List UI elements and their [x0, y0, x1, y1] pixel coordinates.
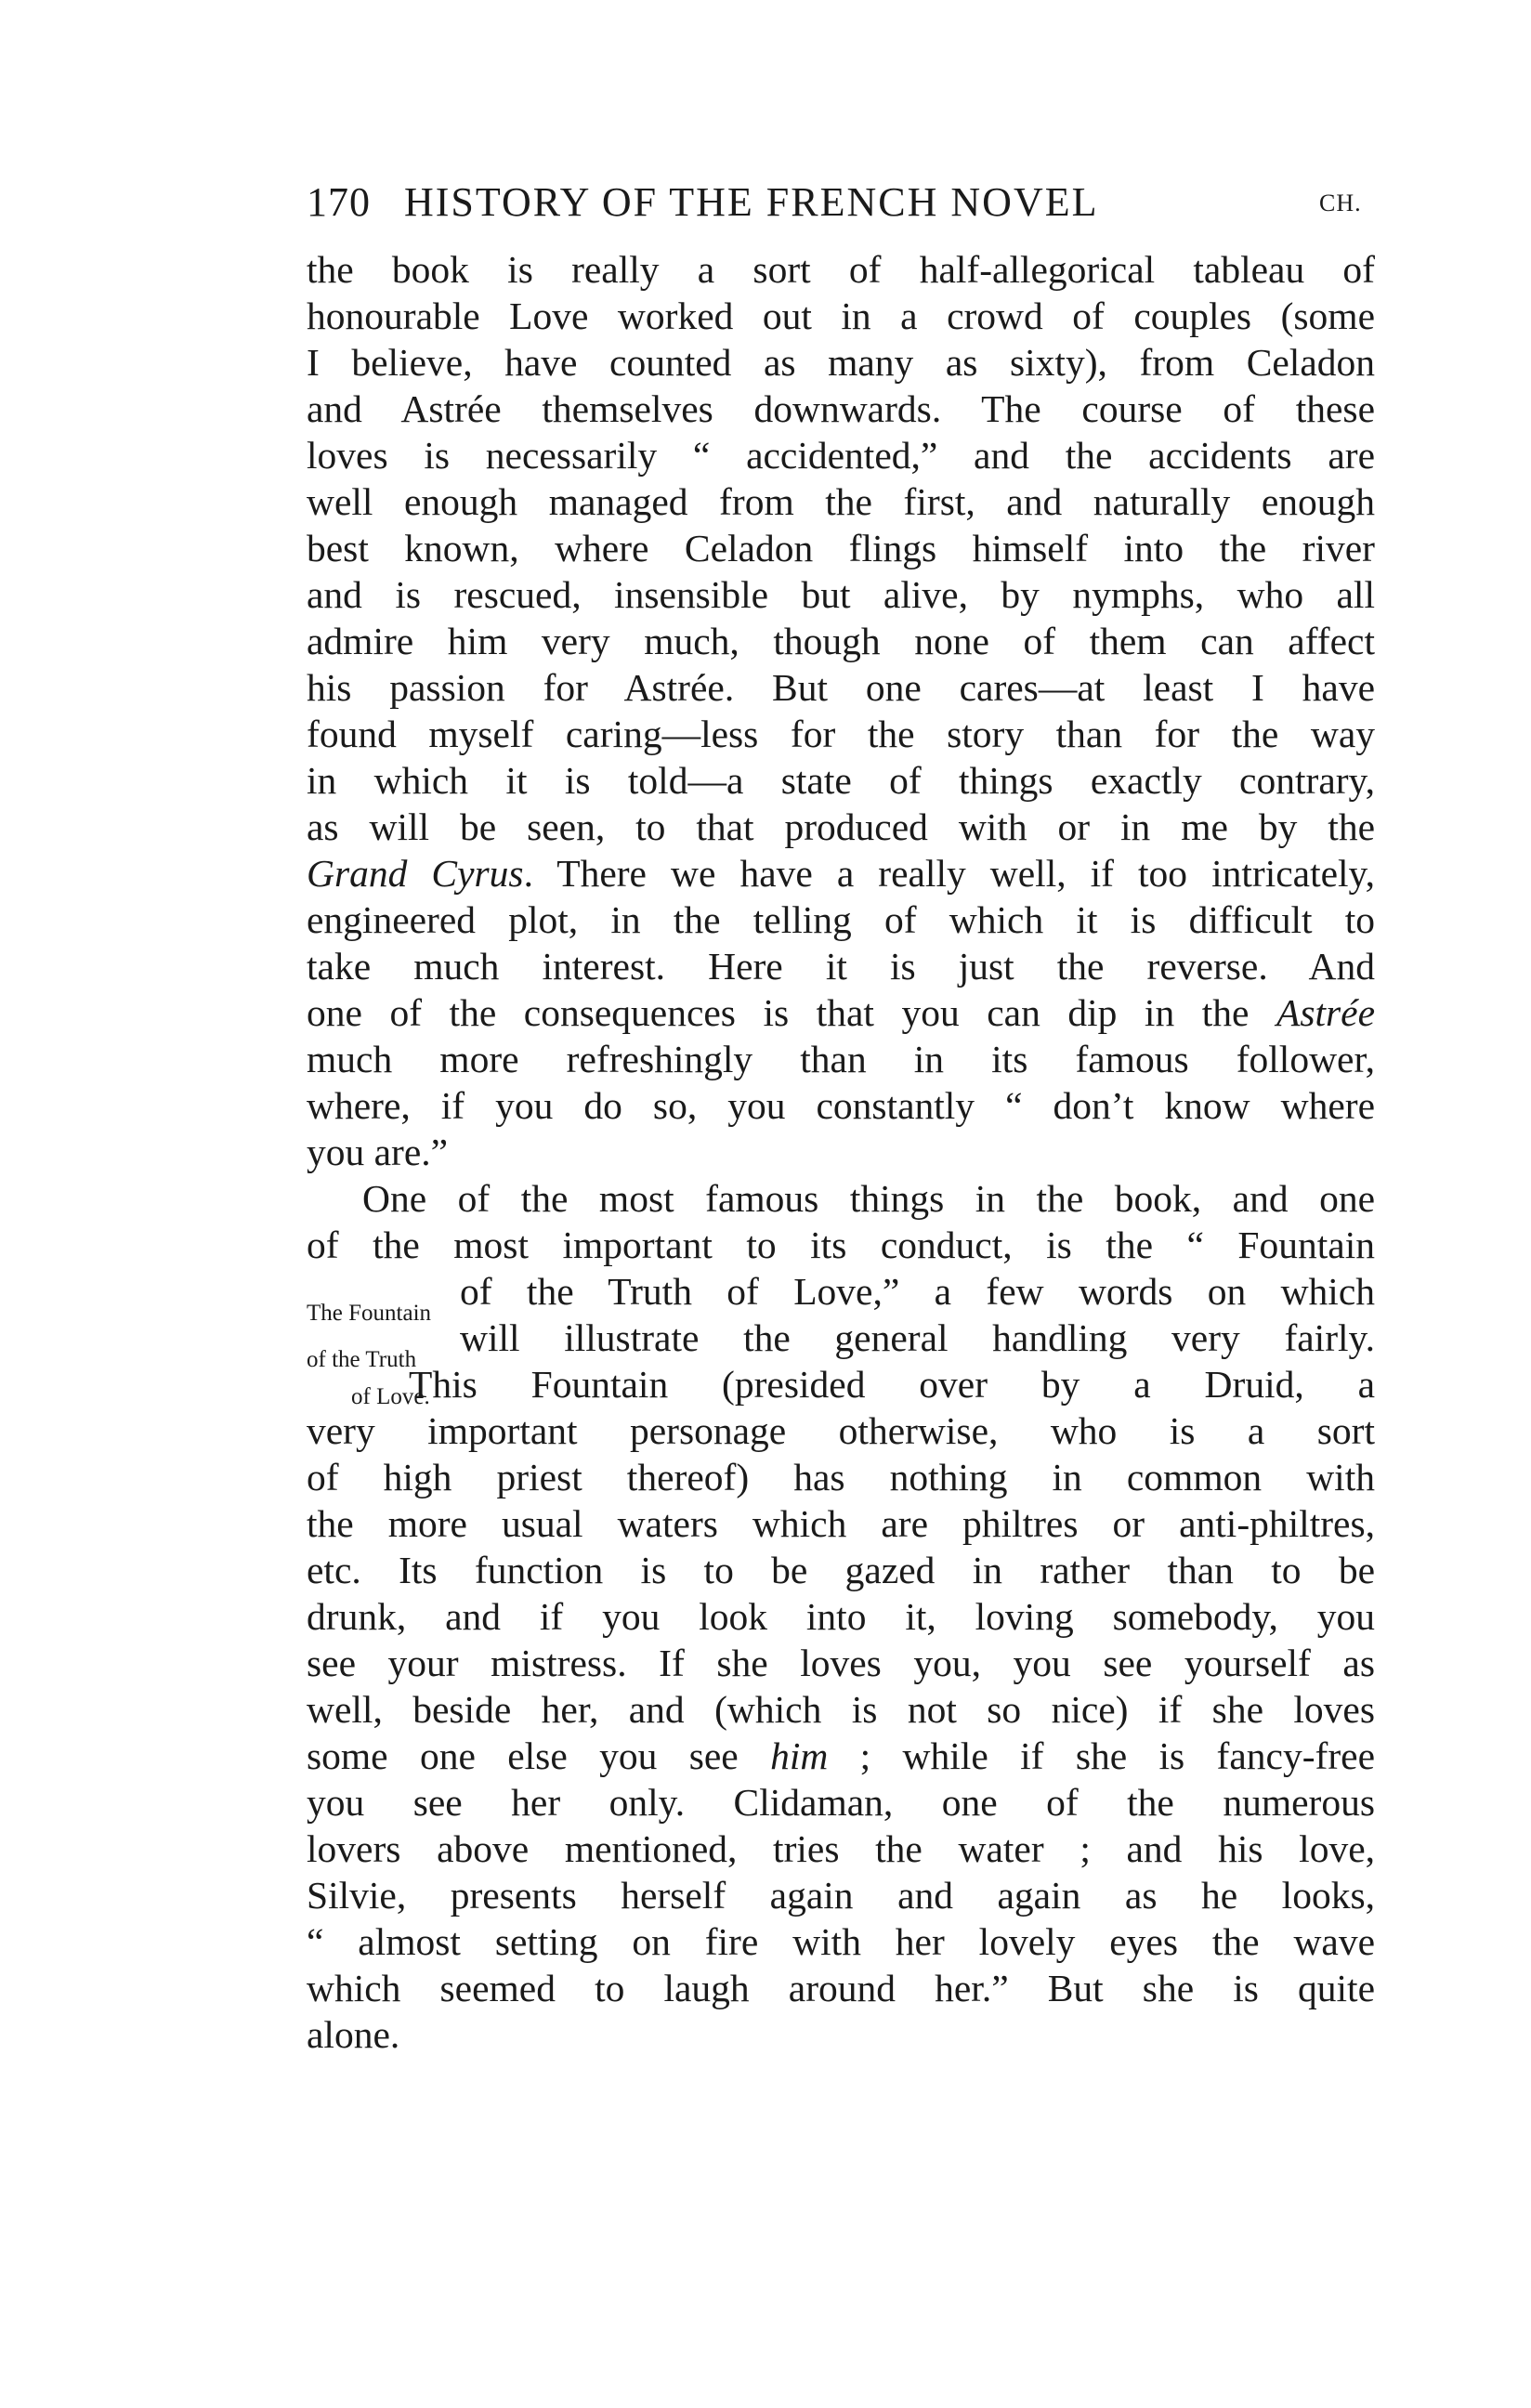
text-line: well enough managed from the first, and naturally enough: [307, 480, 1375, 523]
text-line: found myself caring—less for the story than for the way: [307, 713, 1375, 755]
italic-word: him: [770, 1734, 829, 1777]
text-line: in which it is told—a state of things exactly contrary,: [307, 759, 1375, 802]
text-line: This Fountain (presided over by a Druid, a: [409, 1363, 1375, 1406]
text-line: [307, 1733, 1375, 1779]
text-line: which seemed to laugh around her.” But she is quite: [307, 1967, 1375, 2009]
text-line: of the Truth of Love,” a few words on which: [460, 1270, 1375, 1313]
text-line: well, beside her, and (which is not so nice) if she loves: [307, 1688, 1375, 1731]
text-line: engineered plot, in the telling of which it is difficult to: [307, 898, 1375, 941]
text-line: drunk, and if you look into it, loving somebody, you: [307, 1595, 1375, 1638]
text-line: very important personage otherwise, who is a sort: [307, 1409, 1375, 1452]
text-line: “ almost setting on fire with her lovely eyes the wave: [307, 1920, 1375, 1963]
text-line: alone.: [307, 2013, 400, 2056]
text-line: much more refreshingly than in its famous follower,: [307, 1038, 1375, 1080]
page-header: [307, 178, 1375, 243]
text-line: you are.”: [307, 1131, 449, 1173]
running-title: HISTORY OF THE FRENCH NOVEL: [404, 179, 1099, 225]
margin-note-line: of Love.: [351, 1384, 430, 1409]
text-line: the more usual waters which are philtres or anti-philtres,: [307, 1502, 1375, 1545]
italic-title: Grand Cyrus: [307, 852, 524, 895]
text-line: will illustrate the general handling very fairly.: [460, 1316, 1375, 1359]
text-line: [307, 850, 1375, 896]
body-text: [307, 246, 1375, 2058]
text-line: as will be seen, to that produced with or in me by the: [307, 805, 1375, 848]
text-line: you see her only. Clidaman, one of the numerous: [307, 1781, 1375, 1824]
text-line: Silvie, presents herself again and again as he looks,: [307, 1874, 1375, 1917]
text-run: some one else you see: [307, 1734, 771, 1777]
text-line: honourable Love worked out in a crowd of couples (some: [307, 294, 1375, 337]
margin-note-line: The Fountain: [307, 1301, 432, 1326]
text-line: and is rescued, insensible but alive, by nymphs, who all: [307, 573, 1375, 616]
italic-title: Astrée: [1276, 991, 1375, 1034]
chapter-abbreviation: CH.: [1319, 190, 1362, 216]
text-line: of the most important to its conduct, is the “ Fountain: [307, 1224, 1375, 1266]
text-line: lovers above mentioned, tries the water ; and his love,: [307, 1827, 1375, 1870]
text-run: one of the consequences is that you can dip in the: [307, 991, 1276, 1034]
text-line: where, if you do so, you constantly “ don’t know where: [307, 1084, 1375, 1127]
paragraph-start-line: One of the most famous things in the book, and one: [362, 1177, 1375, 1220]
text-line: of high priest thereof) has nothing in common with: [307, 1456, 1375, 1498]
text-line: [307, 989, 1375, 1036]
text-line: admire him very much, though none of them can affect: [307, 620, 1375, 662]
text-line: and Astrée themselves downwards. The course of these: [307, 387, 1375, 430]
margin-note-line: of the Truth: [307, 1347, 417, 1372]
text-line: I believe, have counted as many as sixty), from Celadon: [307, 341, 1375, 384]
text-line: loves is necessarily “ accidented,” and the accidents are: [307, 434, 1375, 477]
text-line: best known, where Celadon flings himself into the river: [307, 527, 1375, 569]
text-line: the book is really a sort of half-allegorical tableau of: [307, 248, 1375, 291]
text-run: . There we have a really well, if too intricately,: [523, 852, 1375, 895]
text-line: take much interest. Here it is just the reverse. And: [307, 945, 1375, 988]
text-line: his passion for Astrée. But one cares—at least I have: [307, 666, 1375, 709]
page-number: 170: [307, 179, 371, 225]
text-line: see your mistress. If she loves you, you see yourself as: [307, 1642, 1375, 1684]
text-run: ; while if she is fancy-free: [828, 1734, 1375, 1777]
text-line: etc. Its function is to be gazed in rather than to be: [307, 1549, 1375, 1591]
